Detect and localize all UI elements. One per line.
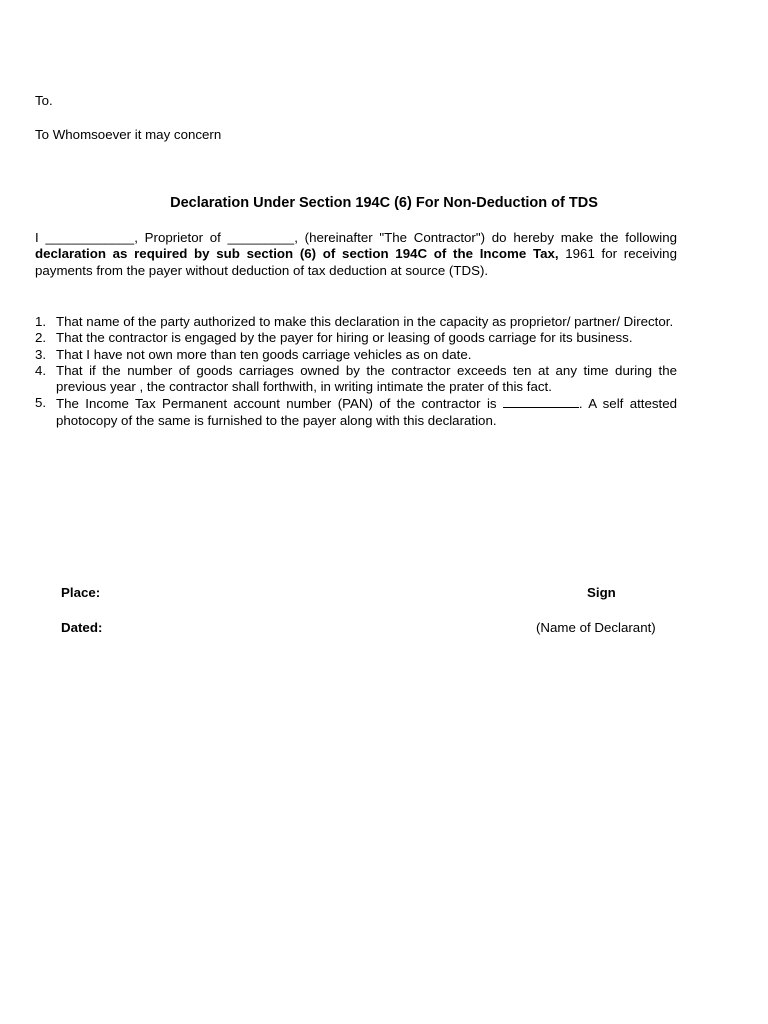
- list-item: [35, 314, 677, 330]
- list-item-number: 4.: [35, 362, 47, 378]
- list-item-number: 1.: [35, 314, 47, 329]
- intro-text-bold: declaration as required by sub section (6) of section 194C of the Income Tax,: [35, 246, 559, 262]
- list-item-text: That name of the party authorized to make this declaration in the capacity as proprietor/ partner/ Director.: [56, 314, 674, 329]
- list-item-text: That if the number of goods carriages owned by the contractor exceeds ten at any time during the previous year , the contractor shall forthwith, in writing intimate the prater of this fact.: [56, 362, 677, 395]
- pan-blank-line: [503, 395, 579, 408]
- declaration-points: [35, 314, 677, 429]
- list-item-text: That the contractor is engaged by the payer for hiring or leasing of goods carriage for its business.: [56, 330, 633, 346]
- list-item-number: 2.: [35, 330, 47, 346]
- dated-label: Dated:: [61, 620, 103, 635]
- addressee: To Whomsoever it may concern: [35, 127, 222, 142]
- list-item: [35, 363, 677, 396]
- declaration-title: Declaration Under Section 194C (6) For Non-Deduction of TDS: [170, 195, 598, 211]
- list-item: [35, 347, 677, 363]
- list-item: [35, 395, 677, 429]
- list-item-number: 3.: [35, 346, 47, 362]
- intro-text-start: I ____________, Proprietor of _________, (hereinafter "The Contractor") do hereby make the following: [35, 230, 677, 245]
- place-label: Place:: [61, 585, 101, 600]
- sign-label: Sign: [587, 585, 616, 600]
- pan-text-after: . A self attested photocopy of the same is furnished to the payer along with this declaration.: [56, 396, 678, 428]
- intro-paragraph: [35, 230, 677, 279]
- list-item-text: That I have not own more than ten goods carriage vehicles as on date.: [56, 346, 472, 362]
- to-line: To.: [35, 93, 53, 108]
- pan-text-before: The Income Tax Permanent account number (PAN) of the contractor is: [56, 396, 503, 412]
- list-item-number: 5.: [35, 395, 47, 411]
- list-item: [35, 330, 677, 346]
- intro-text-end: 1961 for receiving payments from the payer without deduction of tax deduction at source (TDS).: [35, 246, 677, 278]
- declarant-name-label: (Name of Declarant): [536, 620, 656, 635]
- list-item-text: [56, 396, 677, 427]
